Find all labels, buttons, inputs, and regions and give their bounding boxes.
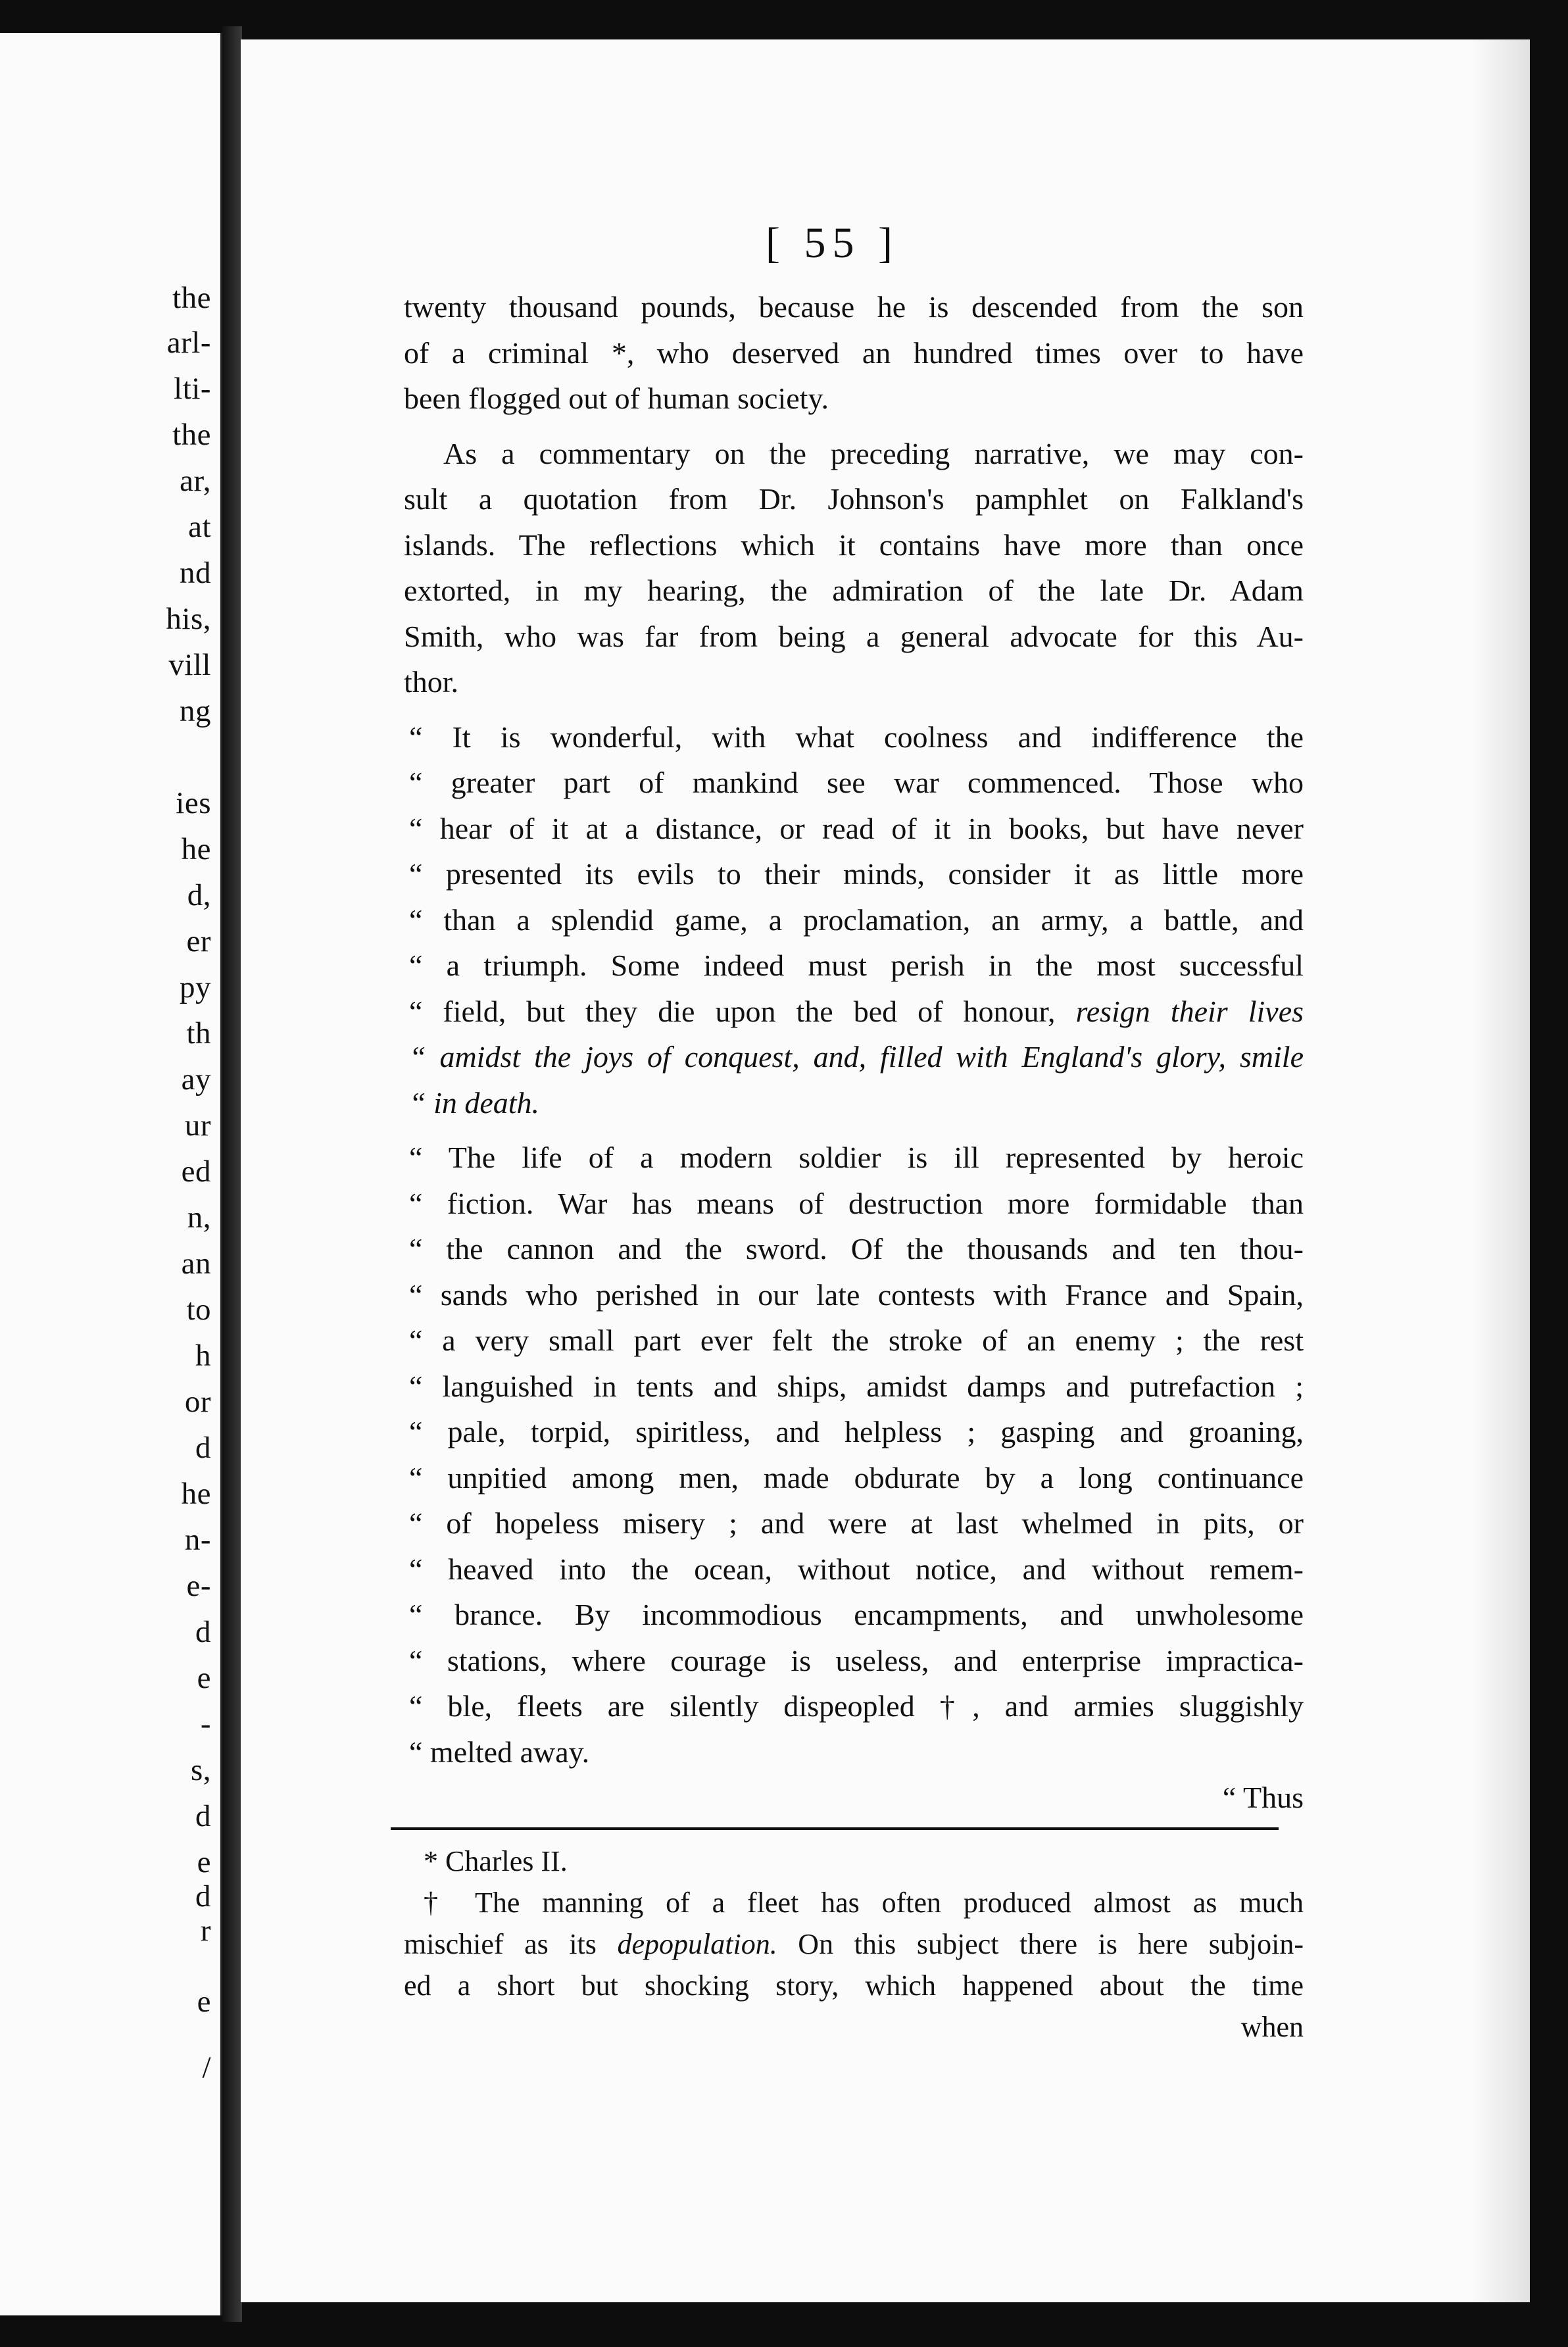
- left-page-text-fragment: the: [172, 418, 211, 452]
- quote-line-italic: [404, 1034, 1304, 1080]
- left-page-text-fragment: e: [197, 1845, 211, 1879]
- quote-line: “ the cannon and the sword. Of the thousands and ten thou-: [409, 1232, 1304, 1266]
- left-page-text-fragment: d: [195, 1431, 211, 1465]
- left-page-text-fragment: to: [186, 1293, 211, 1327]
- quote-line: “ a very small part ever felt the stroke of an enemy ; the rest: [409, 1323, 1304, 1357]
- text-line: of a criminal *, who deserved an hundred times over to have: [404, 335, 1304, 370]
- quote-line: “ than a splendid game, a proclamation, an army, a battle, and: [409, 902, 1304, 937]
- left-page-text-fragment: er: [186, 924, 211, 958]
- footnote-text: mischief as its: [404, 1927, 597, 1960]
- left-page-text-fragment: ng: [180, 694, 211, 728]
- text-line: As a commentary on the preceding narrative, we may con-: [443, 436, 1304, 470]
- page-body: [404, 284, 1304, 2048]
- footnote-2-line-mixed: [404, 1923, 1304, 1965]
- page-number: [ 55 ]: [766, 219, 899, 267]
- left-page-text-fragment: ur: [184, 1108, 211, 1143]
- left-page-text-fragment: e: [197, 1985, 211, 2019]
- quote-line: “ The life of a modern soldier is ill represented by heroic: [409, 1141, 1304, 1174]
- left-page-text-fragment: r: [200, 1914, 211, 1948]
- quote-line-italic: [404, 1080, 1304, 1126]
- left-page-fragment: [0, 33, 224, 2315]
- left-page-text-fragment: s,: [190, 1753, 211, 1787]
- quotation-paragraph-2: [404, 1135, 1304, 1775]
- left-page-text-fragment: n,: [187, 1200, 211, 1235]
- left-page-text-fragment: he: [181, 832, 211, 866]
- left-page-text-fragment: -: [200, 1707, 211, 1741]
- left-page-text-fragment: ay: [181, 1062, 211, 1097]
- left-page-text-fragment: /: [202, 2050, 211, 2085]
- left-page-text-fragment: n-: [184, 1523, 211, 1557]
- left-page-text-fragment: d: [195, 1615, 211, 1649]
- footnote-text: On this subject there is here subjoin-: [798, 1927, 1304, 1960]
- left-page-text-fragment: his,: [166, 602, 211, 636]
- quote-line: “ of hopeless misery ; and were at last whelmed in pits, or: [409, 1506, 1304, 1540]
- paragraph-1: [404, 284, 1304, 422]
- quote-line-text: “ field, but they die upon the bed of honour,: [409, 994, 1056, 1028]
- left-page-text-fragment: or: [184, 1385, 211, 1419]
- quote-line: “ hear of it at a distance, or read of it in books, but have never: [409, 811, 1304, 845]
- page-edge-shade: [1471, 39, 1530, 2302]
- quotation-paragraph-1: [404, 714, 1304, 1126]
- left-page-text-fragment: d: [195, 1879, 211, 1914]
- italic-line: “ amidst the joys of conquest, and, filled with England's glory, smile: [409, 1040, 1304, 1074]
- quote-line: “ greater part of mankind see war commenced. Those who: [409, 766, 1304, 799]
- footnote-1: * Charles II.: [424, 1844, 568, 1877]
- quote-line: “ sands who perished in our late contests with France and Spain,: [409, 1277, 1304, 1312]
- quote-line: “ melted away.: [409, 1735, 590, 1769]
- text-line: been flogged out of human society.: [404, 382, 829, 415]
- text-line: islands. The reflections which it contains have more than once: [404, 528, 1304, 562]
- quote-line: “ unpitied among men, made obdurate by a long continuance: [409, 1460, 1304, 1495]
- left-page-text-fragment: py: [180, 970, 211, 1004]
- text-line: sult a quotation from Dr. Johnson's pamphlet on Falkland's: [404, 482, 1304, 516]
- left-page-text-fragment: e: [197, 1661, 211, 1695]
- italic-word: depopulation.: [617, 1927, 777, 1960]
- left-page-text-fragment: h: [195, 1339, 211, 1373]
- left-page-text-fragment: vill: [168, 648, 211, 682]
- text-line: twenty thousand pounds, because he is descended from the son: [404, 290, 1304, 324]
- footnote-2-line: † The manning of a fleet has often produced almost as much: [424, 1886, 1304, 1919]
- quote-line: “ heaved into the ocean, without notice, and without remem-: [409, 1552, 1304, 1586]
- quote-line-mixed: [404, 989, 1304, 1035]
- quote-line: “ a triumph. Some indeed must perish in the most successful: [409, 949, 1304, 982]
- left-page-text-fragment: lti-: [174, 372, 211, 406]
- quote-line: “ pale, torpid, spiritless, and helpless ; gasping and groaning,: [409, 1415, 1304, 1448]
- quote-line: “ languished in tents and ships, amidst damps and putrefaction ;: [409, 1369, 1304, 1403]
- italic-phrase: resign their lives: [1075, 994, 1304, 1028]
- text-line: Smith, who was far from being a general advocate for this Au-: [404, 619, 1304, 653]
- left-page-text-fragment: at: [188, 510, 211, 544]
- footnote-2-line: ed a short but shocking story, which happened about the time: [404, 1969, 1304, 2002]
- quote-line: “ fiction. War has means of destruction more formidable than: [409, 1186, 1304, 1220]
- left-page-text-fragment: arl-: [166, 326, 211, 360]
- catchword: “ Thus: [1222, 1781, 1304, 1814]
- left-page-text-fragment: he: [181, 1477, 211, 1511]
- left-page-text-fragment: an: [181, 1247, 211, 1281]
- left-page-text-fragment: ed: [181, 1154, 211, 1189]
- footnote-catchword: when: [1240, 2010, 1304, 2043]
- footnote-rule: [391, 1827, 1279, 1830]
- quote-line: “ ble, fleets are silently dispeopled †, and armies sluggishly: [409, 1689, 1304, 1723]
- left-page-text-fragment: d: [195, 1799, 211, 1833]
- left-page-text-fragment: e-: [186, 1569, 211, 1603]
- left-page-text-fragment: th: [186, 1016, 211, 1050]
- left-page-text-fragment: ar,: [180, 464, 211, 498]
- right-page: [238, 39, 1530, 2302]
- quote-line: “ brance. By incommodious encampments, and unwholesome: [409, 1598, 1304, 1631]
- paragraph-2: [404, 431, 1304, 705]
- left-page-text-fragment: d,: [187, 878, 211, 912]
- left-page-text-fragment: nd: [180, 556, 211, 590]
- quote-line: “ It is wonderful, with what coolness and indifference the: [409, 720, 1304, 754]
- quote-line: “ stations, where courage is useless, and enterprise impractica-: [409, 1643, 1304, 1677]
- italic-line: “ in death.: [409, 1085, 540, 1120]
- text-line: thor.: [404, 665, 459, 699]
- quote-line: “ presented its evils to their minds, consider it as little more: [409, 857, 1304, 891]
- footnotes: [404, 1841, 1304, 2048]
- left-page-text-fragment: the: [172, 281, 211, 315]
- text-line: extorted, in my hearing, the admiration of the late Dr. Adam: [404, 574, 1304, 607]
- left-page-text-fragment: ies: [176, 786, 211, 820]
